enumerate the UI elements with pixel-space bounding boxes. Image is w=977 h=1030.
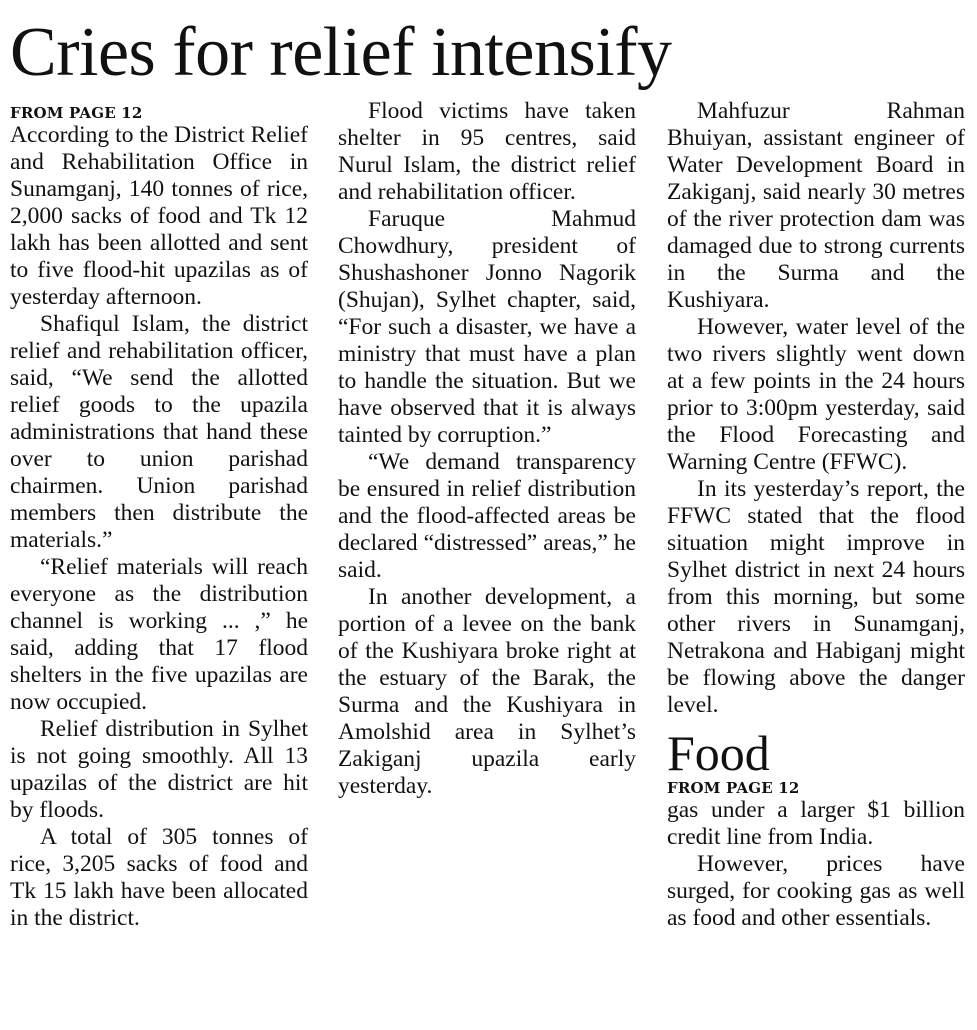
- column-3: [667, 98, 965, 932]
- paragraph: In another development, a portion of a levee on the bank of the Kushiyara broke right at the estuary of the Barak, the Surma and the Kushiyara in Amolshid area in Sylhet’s Zakiganj upazila early yesterday.: [338, 584, 636, 799]
- column-1: [10, 104, 308, 932]
- paragraph: Relief distribution in Sylhet is not going smoothly. All 13 upazilas of the district are hit by floods.: [10, 716, 308, 823]
- paragraph-continued: A total of 305 tonnes of rice, 3,205 sacks of food and Tk 15 lakh have been allocated in the district.: [10, 824, 308, 931]
- paragraph: In its yesterday’s report, the FFWC stated that the flood situation might improve in Sylhet district in next 24 hours from this morning, but some other rivers in Sunamganj, Netrakona and Habiganj might be flowing above the danger level.: [667, 476, 965, 718]
- paragraph: Faruque Mahmud Chowdhury, president of Shushashoner Jonno Nagorik (Shujan), Sylhet chapter, said, “For such a disaster, we have a ministry that must have a plan to handle the situation. But we have observed that it is always tainted by corruption.”: [338, 206, 636, 448]
- column-2: [338, 98, 636, 800]
- paragraph: According to the District Relief and Rehabilitation Office in Sunamganj, 140 tonnes of rice, 2,000 sacks of food and Tk 12 lakh has been allotted and sent to five flood-hit upazilas as of yesterday afternoon.: [10, 122, 308, 310]
- story-headline: Food: [667, 725, 770, 781]
- paragraph: “Relief materials will reach everyone as the distribution channel is working ... ,” he said, adding that 17 flood shelters in the five upazilas are now occupied.: [10, 554, 308, 715]
- paragraph-continued: Mahfuzur Rahman Bhuiyan, assistant engineer of Water Development Board in Zakiganj, said nearly 30 metres of the river protection dam was damaged due to strong currents in the Surma and the Kushiyara.: [667, 98, 965, 313]
- jump-line: FROM PAGE 12: [667, 779, 800, 797]
- paragraph: However, prices have surged, for cooking gas as well as food and other essentials.: [667, 851, 965, 931]
- paragraph: Shafiqul Islam, the district relief and rehabilitation officer, said, “We send the allotted relief goods to the upazila administrations that hand these over to union parishad chairmen. Union parishad members then distribute the materials.”: [10, 311, 308, 553]
- jump-line: FROM PAGE 12: [10, 104, 143, 122]
- headline: Cries for relief intensify: [10, 14, 672, 91]
- paragraph: However, water level of the two rivers slightly went down at a few points in the 24 hours prior to 3:00pm yesterday, said the Flood Forecasting and Warning Centre (FFWC).: [667, 314, 965, 475]
- paragraph: Flood victims have taken shelter in 95 centres, said Nurul Islam, the district relief and rehabilitation officer.: [338, 98, 636, 205]
- paragraph: “We demand transparency be ensured in relief distribution and the flood-affected areas be declared “distressed” areas,” he said.: [338, 449, 636, 583]
- paragraph: gas under a larger $1 billion credit line from India.: [667, 797, 965, 850]
